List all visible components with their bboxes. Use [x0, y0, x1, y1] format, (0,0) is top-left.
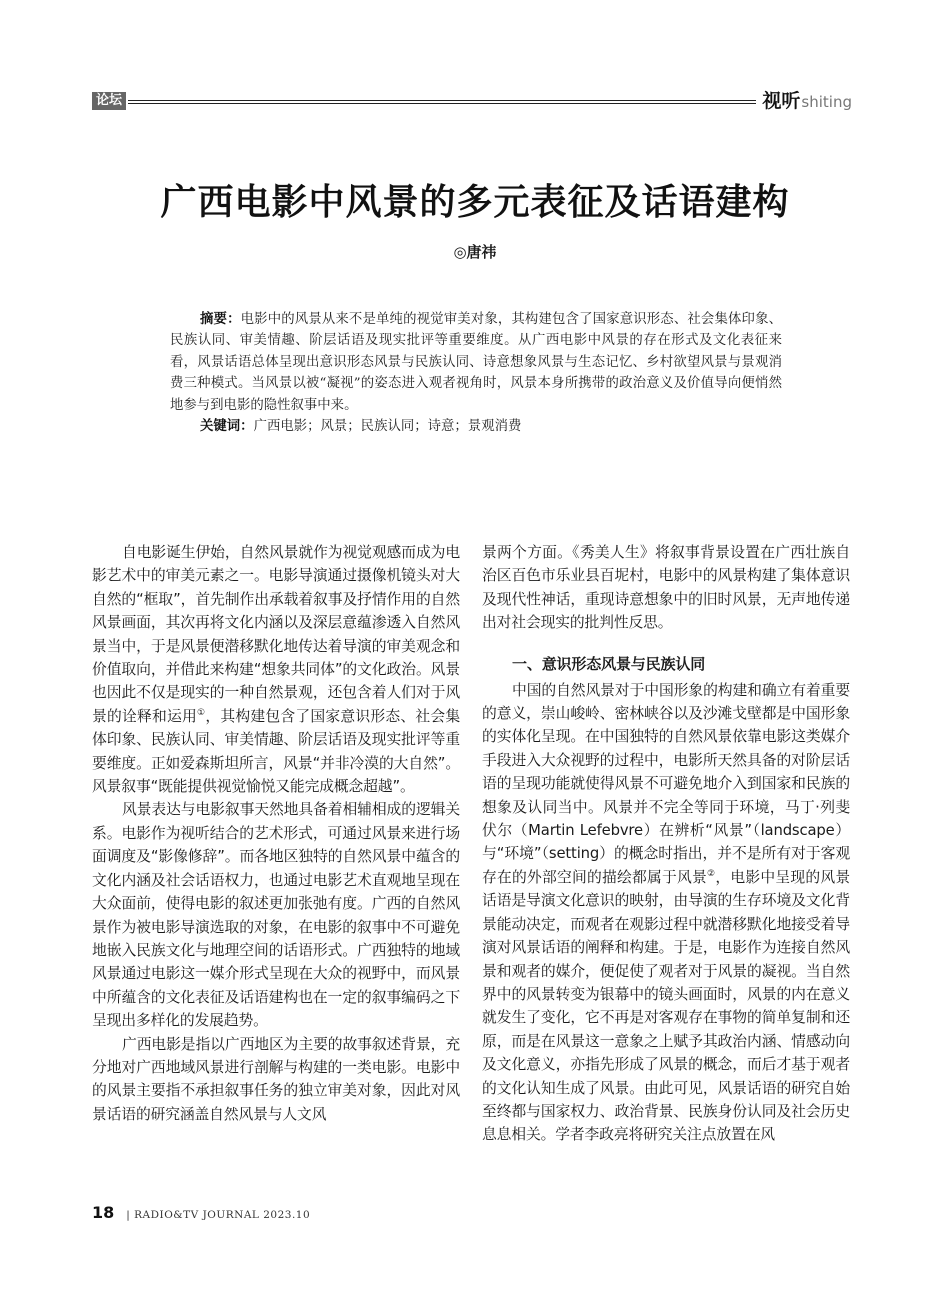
journal-brand [762, 88, 852, 114]
paragraph-text: 中国的自然风景对于中国形象的构建和确立有着重要的意义，崇山峻岭、密林峡谷以及沙滩戈壁都是中国形象的实体化呈现。在中国独特的自然风景依靠电影这类媒介手段进入大众视野的过程中，电影所天然具备的对阶层话语的呈现功能就使得风景不可避免地介入到国家和民族的想象及认同当中。风景并不完全等同于环境，马丁·列斐伏尔（Martin Lefebvre）在辨析“风景”（landscape）与“环境”（setting）的概念时指出，并不是所有对于客观存在的外部空间的描绘都属于风景 [482, 681, 850, 886]
footnote-marker: ① [197, 707, 206, 718]
paragraph-text: ，电影中呈现的风景话语是导演文化意识的映射，由导演的生存环境及文化背景能动决定，而观者在观影过程中就潜移默化地接受着导演对风景话语的阐释和构建。于是，电影作为连接自然风景和观者的媒介，便促使了观者对于风景的凝视。当自然界中的风景转变为银幕中的镜头画面时，风景的内在意义就发生了变化，它不再是对客观存在事物的简单复制和还原，而是在风景这一意象之上赋予其政治内涵、情感动向及文化意义，亦指先形成了风景的概念，而后才基于观者的文化认知生成了风景。由此可见，风景话语的研究自始至终都与国家权力、政治背景、民族身份认同及社会历史息息相关。学者李政亮将研究关注点放置在风 [482, 868, 850, 1144]
journal-issue: | RADIO&TV JOURNAL 2023.10 [126, 1209, 311, 1221]
body-column-left [92, 541, 460, 1126]
brand-pinyin: shiting [801, 93, 852, 111]
header-rule-second [128, 103, 756, 104]
keywords-label: 关键词： [200, 419, 254, 435]
abstract-block [170, 309, 782, 437]
page-number: 18 [92, 1203, 115, 1222]
body-paragraph: 景两个方面。《秀美人生》将叙事背景设置在广西壮族自治区百色市乐业县百坭村，电影中的风景构建了集体意识及现代性神话，重现诗意想象中的旧时风景，无声地传递出对社会现实的批判性反思。 [482, 544, 850, 632]
section-heading: 一、意识形态风景与民族认同 [512, 654, 706, 673]
paragraph-text: 自电影诞生伊始，自然风景就作为视觉观感而成为电影艺术中的审美元素之一。电影导演通过摄像机镜头对大自然的“框取”，首先制作出承载着叙事及抒情作用的自然风景画面，其次再将文化内涵以及深层意蕴渗透入自然风景当中，于是风景便潜移默化地传达着导演的审美观念和价值取向，并借此来构建“想象共同体”的文化政治。风景也因此不仅是现实的一种自然景观，还包含着人们对于风景的诠释和运用 [92, 544, 460, 725]
brand-chinese: 视听 [762, 90, 801, 112]
article-author: ◎唐祎 [453, 243, 497, 261]
abstract-label: 摘要： [200, 312, 241, 327]
body-column-right [482, 541, 850, 1147]
body-paragraph [92, 541, 460, 798]
footnote-marker: ② [707, 868, 716, 879]
body-paragraph [482, 679, 850, 1147]
body-paragraph: 广西电影是指以广西地区为主要的故事叙述背景，充分地对广西地域风景进行剖解与构建的一类电影。电影中的风景主要指不承担叙事任务的独立审美对象，因此对风景话语的研究涵盖自然风景与人文风 [92, 1035, 460, 1123]
section-tag: 论坛 [92, 92, 126, 110]
running-header [92, 88, 852, 114]
body-paragraph: 风景表达与电影叙事天然地具备着相辅相成的逻辑关系。电影作为视听结合的艺术形式，可通过风景来进行场面调度及“影像修辞”。而各地区独特的自然风景中蕴含的文化内涵及社会话语权力，也通过电影艺术直观地呈现在大众面前，使得电影的叙述更加张弛有度。广西的自然风景作为被电影导演选取的对象，在电影的叙事中不可避免地嵌入民族文化与地理空间的话语形式。广西独特的地域风景通过电影这一媒介形式呈现在大众的视野中，而风景中所蕴含的文化表征及话语建构也在一定的叙事编码之下呈现出多样化的发展趋势。 [92, 801, 460, 1030]
header-rule [128, 100, 756, 101]
abstract-paragraph [170, 309, 782, 416]
abstract-text: 电影中的风景从来不是单纯的视觉审美对象，其构建包含了国家意识形态、社会集体印象、民族认同、审美情趣、阶层话语及现实批评等重要维度。从广西电影中风景的存在形式及文化表征来看，风景话语总体呈现出意识形态风景与民族认同、诗意想象风景与生态记忆、乡村欲望风景与景观消费三种模式。当风景以被“凝视”的姿态进入观者视角时，风景本身所携带的政治意义及价值导向便悄然地参与到电影的隐性叙事中来。 [170, 312, 783, 413]
page-footer [92, 1203, 310, 1223]
article-title: 广西电影中风景的多元表征及话语建构 [160, 181, 790, 223]
keywords-paragraph [170, 416, 782, 437]
paragraph-text: ，其构建包含了国家意识形态、社会集体印象、民族认同、审美情趣、阶层话语及现实批评等重要维度。正如爱森斯坦所言，风景“并非冷漠的大自然”。风景叙事“既能提供视觉愉悦又能完成概念超越”。 [92, 707, 461, 796]
keywords-text: 广西电影；风景；民族认同；诗意；景观消费 [253, 419, 522, 435]
